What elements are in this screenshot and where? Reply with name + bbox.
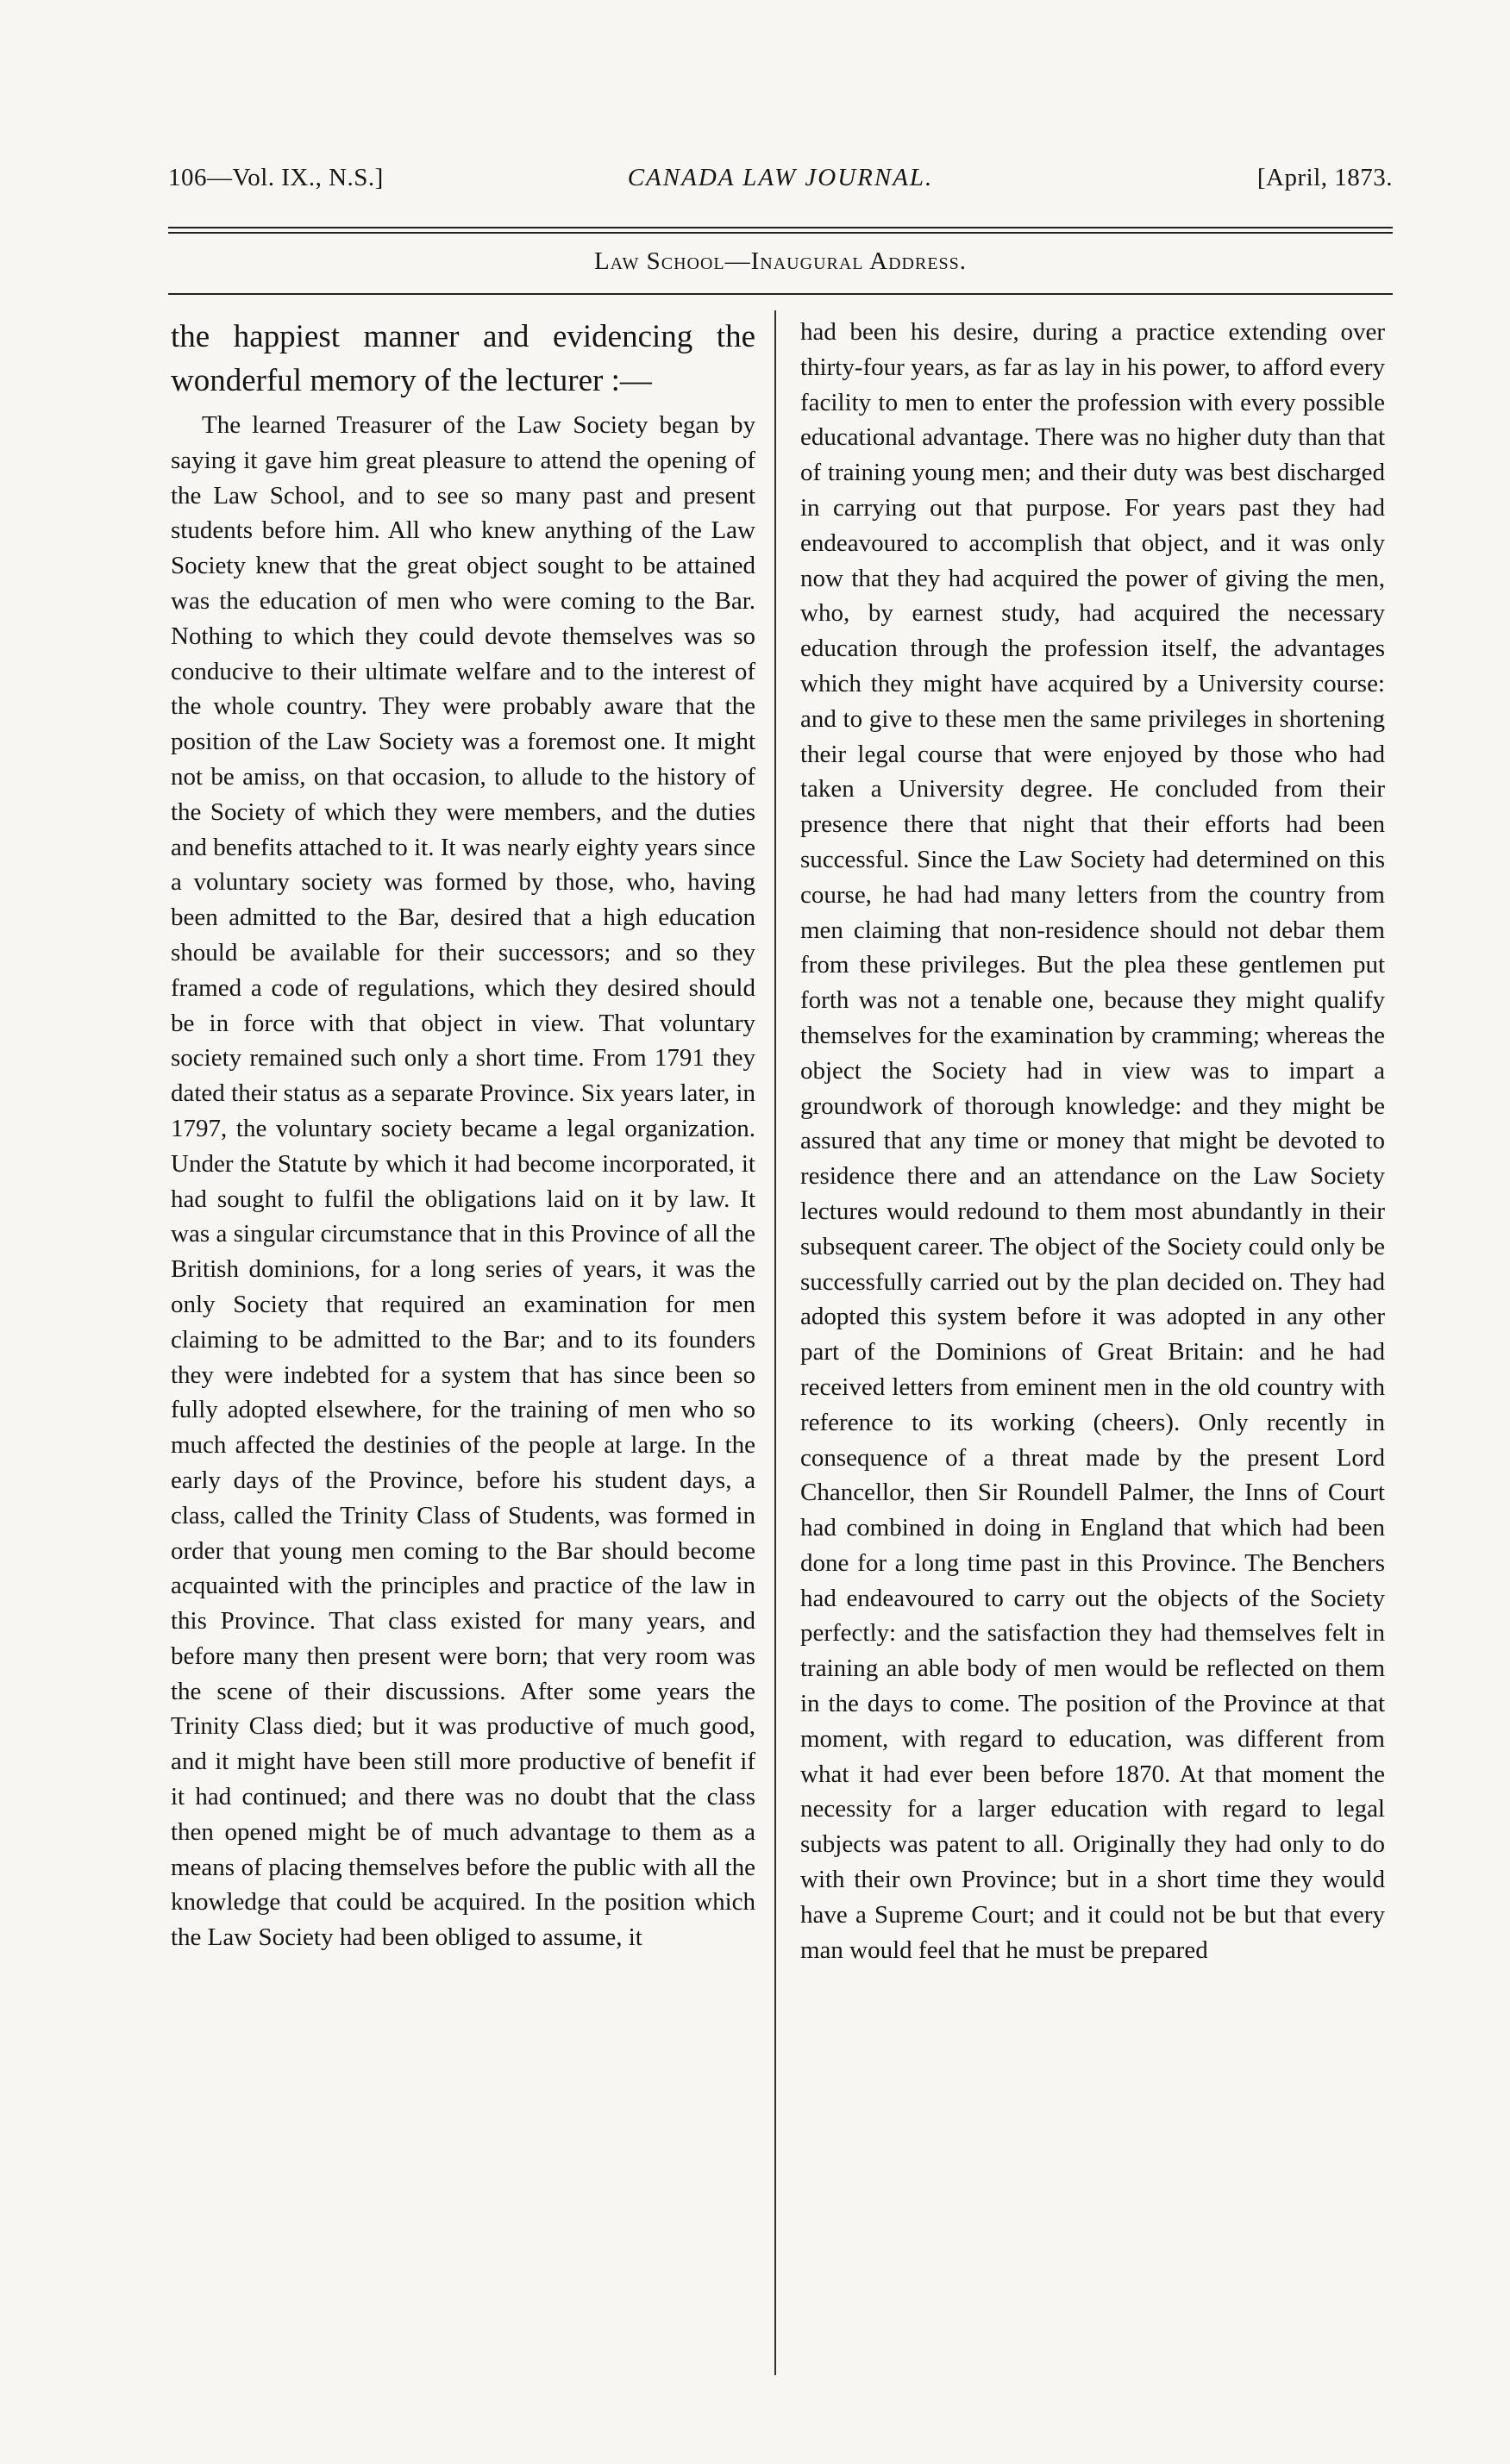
page-number-volume: 106—Vol. IX., N.S.]: [168, 164, 384, 191]
left-column: [171, 315, 755, 1955]
right-column: [800, 315, 1385, 1967]
issue-date: [April, 1873.: [1256, 164, 1393, 191]
left-column-body: The learned Treasurer of the Law Society began by saying it gave him great pleasure to attend the opening of the Law School, and to see so many past and present students before him. All who knew anything of the Law Society knew that the great object sought to be attained was the education of men who were coming to the Bar. Nothing to which they could devote themselves was so conducive to their ultimate welfare and to the interest of the whole country. They were probably aware that the position of the Law Society was a foremost one. It might not be amiss, on that occasion, to allude to the history of the Society of which they were members, and the duties and benefits attached to it. It was nearly eighty years since a voluntary society was formed by those, who, having been admitted to the Bar, desired that a high education should be available for their successors; and so they framed a code of regulations, which they desired should be in force with that object in view. That voluntary society remained such only a short time. From 1791 they dated their status as a separate Province. Six years later, in 1797, the voluntary society became a legal organization. Under the Statute by which it had become incorporated, it had sought to fulfil the obligations laid on it by law. It was a singular circumstance that in this Province of all the British dominions, for a long series of years, it was the only Society that required an examination for men claiming to be admitted to the Bar; and to its founders they were indebted for a system that has since been so fully adopted elsewhere, for the training of men who so much affected the destinies of the people at large. In the early days of the Province, before his student days, a class, called the Trinity Class of Students, was formed in order that young men coming to the Bar should become acquainted with the principles and practice of the law in this Province. That class existed for many years, and before many then present were born; that very room was the scene of their discussions. After some years the Trinity Class died; but it was productive of much good, and it might have been still more productive of benefit if it had continued; and there was no doubt that the class then opened might be of much advantage to them as a means of placing themselves before the public with all the knowledge that could be acquired. In the position which the Law Society had been obliged to assume, it: [171, 411, 755, 1952]
page-header: [168, 164, 1393, 198]
column-divider: [774, 310, 776, 2375]
section-title: Law School—Inaugural Address.: [593, 247, 968, 275]
section-rule: [168, 293, 1393, 295]
lead-text: the happiest manner and evidencing the wonderful memory of the lecturer :—: [171, 319, 755, 398]
header-double-rule: [168, 227, 1393, 234]
journal-title: CANADA LAW JOURNAL.: [627, 164, 934, 191]
right-column-body: had been his desire, during a practice extending over thirty-four years, as far as lay in his power, to afford every facility to men to enter the profession with every possible educational advantage. There was no higher duty than that of training young men; and their duty was best discharged in carrying out that purpose. For years past they had endeavoured to accomplish that object, and it was only now that they had acquired the power of giving the men, who, by earnest study, had acquired the necessary education through the profession itself, the advantages which they might have acquired by a University course: and to give to these men the same privileges in shortening their legal course that were enjoyed by those who had taken a University degree. He concluded from their presence there that night that their efforts had been successful. Since the Law Society had determined on this course, he had had many letters from the country from men claiming that non-residence should not debar them from these privileges. But the plea these gentlemen put forth was not a tenable one, because they might qualify themselves for the examination by cramming; whereas the object the Society had in view was to impart a groundwork of thorough knowledge: and they might be assured that any time or money that might be devoted to residence there and an attendance on the Law Society lectures would redound to them most abundantly in their subsequent career. The object of the Society could only be successfully carried out by the plan decided on. They had adopted this system before it was adopted in any other part of the Dominions of Great Britain: and he had received letters from eminent men in the old country with reference to its working (cheers). Only recently in consequence of a threat made by the present Lord Chancellor, then Sir Roundell Palmer, the Inns of Court had combined in doing in England that which had been done for a long time past in this Province. The Benchers had endeavoured to carry out the objects of the Society perfectly: and the satisfaction they had themselves felt in training an able body of men would be reflected on them in the days to come. The position of the Province at that moment, with regard to education, was different from what it had ever been before 1870. At that moment the necessity for a larger education with regard to legal subjects was patent to all. Originally they had only to do with their own Province; but in a short time they would have a Supreme Court; and it could not be but that every man would feel that he must be prepared: [800, 318, 1385, 1964]
